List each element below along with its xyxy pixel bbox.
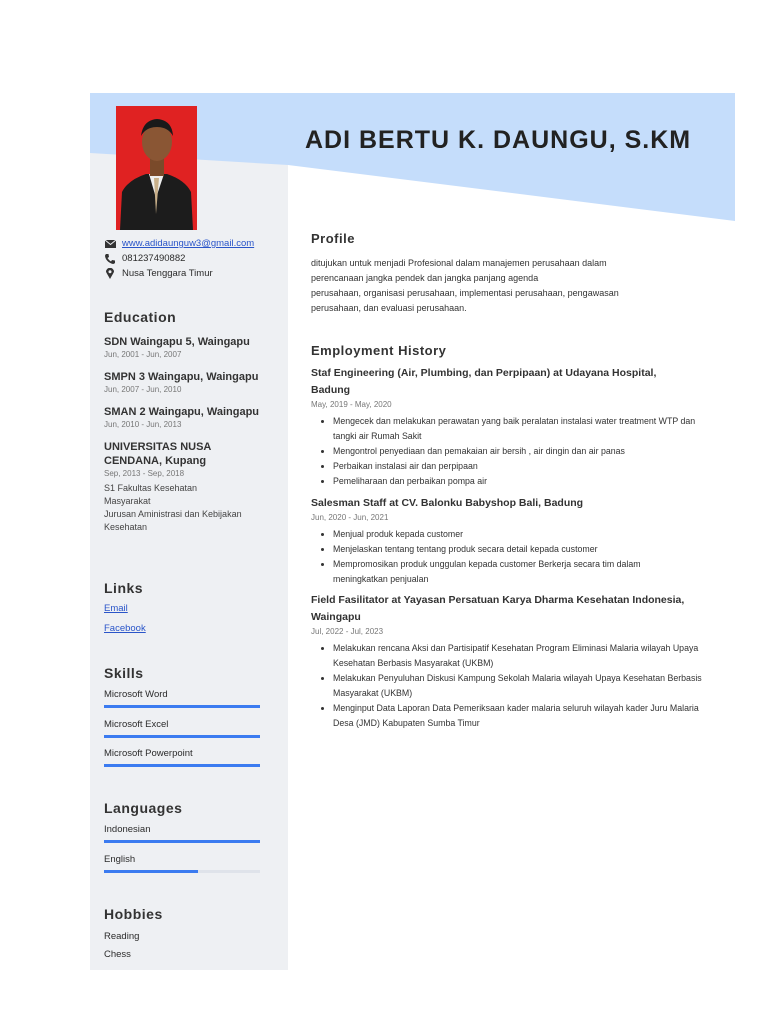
contact-email-row xyxy=(104,236,288,251)
job-duty: • Menjual produk kepada customer xyxy=(333,527,723,542)
job-dates: Jul, 2022 - Jul, 2023 xyxy=(311,627,384,636)
job-duties xyxy=(311,527,723,587)
job-duty: • Mengontrol penyediaan dan pemakaian air bersih , air dingin dan air panas xyxy=(333,444,723,459)
candidate-name: ADI BERTU K. DAUNGU, S.KM xyxy=(305,126,692,154)
education-school: SMPN 3 Waingapu, Waingapu xyxy=(104,371,259,383)
skill-bar xyxy=(104,735,260,738)
links-heading: Links xyxy=(104,580,144,596)
profile-line: ditujukan untuk menjadi Profesional dalam manajemen perusahaan dalam xyxy=(311,258,607,268)
skill-bar xyxy=(104,705,260,708)
profile-text xyxy=(311,256,716,316)
education-heading: Education xyxy=(104,309,177,325)
skill-item xyxy=(104,689,260,708)
education-school: SMAN 2 Waingapu, Waingapu xyxy=(104,406,260,418)
skill-name: Microsoft Powerpoint xyxy=(104,748,193,759)
contact-info xyxy=(104,236,288,281)
language-bar xyxy=(104,870,260,873)
skill-item xyxy=(104,748,260,767)
education-dates: Jun, 2007 - Jun, 2010 xyxy=(104,385,182,394)
job-entry xyxy=(311,495,723,587)
language-bar-fill xyxy=(104,870,198,873)
profile-line: perusahaan, organisasi perusahaan, implementasi perusahaan, pengawasan xyxy=(311,288,619,298)
job-duty: • Perbaikan instalasi air dan perpipaan xyxy=(333,459,723,474)
phone-number: 081237490882 xyxy=(122,253,186,264)
skill-name: Microsoft Word xyxy=(104,689,168,700)
email-link[interactable]: www.adidaunguw3@gmail.com xyxy=(122,238,255,249)
education-item xyxy=(104,405,279,430)
education-school: SDN Waingapu 5, Waingapu xyxy=(104,336,250,348)
job-entry xyxy=(311,365,723,489)
education-dates: Jun, 2001 - Jun, 2007 xyxy=(104,350,182,359)
job-duty: • Melakukan rencana Aksi dan Partisipatif Kesehatan Program Eliminasi Malaria wilayah Upaya Kesehatan Berbasis Masyarakat (UKBM) xyxy=(333,641,718,671)
education-school: UNIVERSITAS NUSA CENDANA, Kupang xyxy=(104,441,211,467)
job-entry xyxy=(311,592,723,731)
language-name: Indonesian xyxy=(104,824,151,835)
phone-icon xyxy=(104,253,116,264)
education-list xyxy=(104,335,279,534)
job-duties xyxy=(311,414,723,489)
skill-bar-fill xyxy=(104,764,260,767)
email-link-item[interactable]: Email xyxy=(104,603,128,614)
job-duty: • Pemeliharaan dan perbaikan pompa air xyxy=(333,474,723,489)
job-title: Field Fasilitator at Yayasan Persatuan Karya Dharma Kesehatan Indonesia, Waingapu xyxy=(311,594,685,623)
profile-photo xyxy=(116,106,197,230)
job-duty: • Menginput Data Laporan Data Pemeriksaan kader malaria seluruh wilayah kader Juru Malaria Desa (JMD) Kabupaten Sumba Timur xyxy=(333,701,708,731)
contact-phone-row xyxy=(104,251,288,266)
contact-location-row xyxy=(104,266,288,281)
hobby-item: Chess xyxy=(104,949,131,960)
job-title: Salesman Staff at CV. Balonku Babyshop Bali, Badung xyxy=(311,497,584,509)
employment-heading: Employment History xyxy=(311,343,447,358)
language-bar xyxy=(104,840,260,843)
profile-line: perusahaan, dan evaluasi perusahaan. xyxy=(311,303,467,313)
skill-bar-fill xyxy=(104,735,260,738)
resume-page xyxy=(90,93,735,970)
job-dates: May, 2019 - May, 2020 xyxy=(311,400,392,409)
skill-name: Microsoft Excel xyxy=(104,719,169,730)
profile-heading: Profile xyxy=(311,231,355,246)
skill-bar-fill xyxy=(104,705,260,708)
envelope-icon xyxy=(104,238,116,249)
job-duties xyxy=(311,641,723,731)
job-dates: Jun, 2020 - Jun, 2021 xyxy=(311,513,389,522)
languages-heading: Languages xyxy=(104,800,183,816)
location-pin-icon xyxy=(104,268,116,279)
hobby-item: Reading xyxy=(104,931,140,942)
education-dates: Jun, 2010 - Jun, 2013 xyxy=(104,420,182,429)
job-duty: • Mempromosikan produk unggulan kepada customer Berkerja secara tim dalam meningkatkan penjualan xyxy=(333,557,693,587)
education-major: Jurusan Aministrasi dan Kebijakan Kesehatan xyxy=(104,509,242,532)
education-item xyxy=(104,440,279,534)
links-list xyxy=(104,603,146,643)
skill-bar xyxy=(104,764,260,767)
education-item xyxy=(104,335,279,360)
profile-line: perencanaan jangka pendek dan jangka panjang agenda xyxy=(311,273,539,283)
job-duty: • Melakukan Penyuluhan Diskusi Kampung Sekolah Malaria wilayah Upaya Kesehatan Berbasis Masyarakat (UKBM) xyxy=(333,671,708,701)
location-text: Nusa Tenggara Timur xyxy=(122,268,213,279)
facebook-link-item[interactable]: Facebook xyxy=(104,623,146,634)
skills-heading: Skills xyxy=(104,665,144,681)
skill-item xyxy=(104,719,260,738)
language-name: English xyxy=(104,854,136,865)
hobbies-heading: Hobbies xyxy=(104,906,163,922)
job-title: Staf Engineering (Air, Plumbing, dan Perpipaan) at Udayana Hospital, Badung xyxy=(311,367,657,396)
education-dates: Sep, 2013 - Sep, 2018 xyxy=(104,469,185,478)
language-bar-fill xyxy=(104,840,260,843)
education-item xyxy=(104,370,279,395)
language-item xyxy=(104,824,260,843)
job-duty: • Mengecek dan melakukan perawatan yang baik peralatan instalasi water treatment WTP dan tangki air Rumah Sakit xyxy=(333,414,703,444)
job-duty: • Menjelaskan tentang tentang produk secara detail kepada customer xyxy=(333,542,723,557)
language-item xyxy=(104,854,260,873)
education-degree: S1 Fakultas Kesehatan Masyarakat xyxy=(104,483,198,506)
